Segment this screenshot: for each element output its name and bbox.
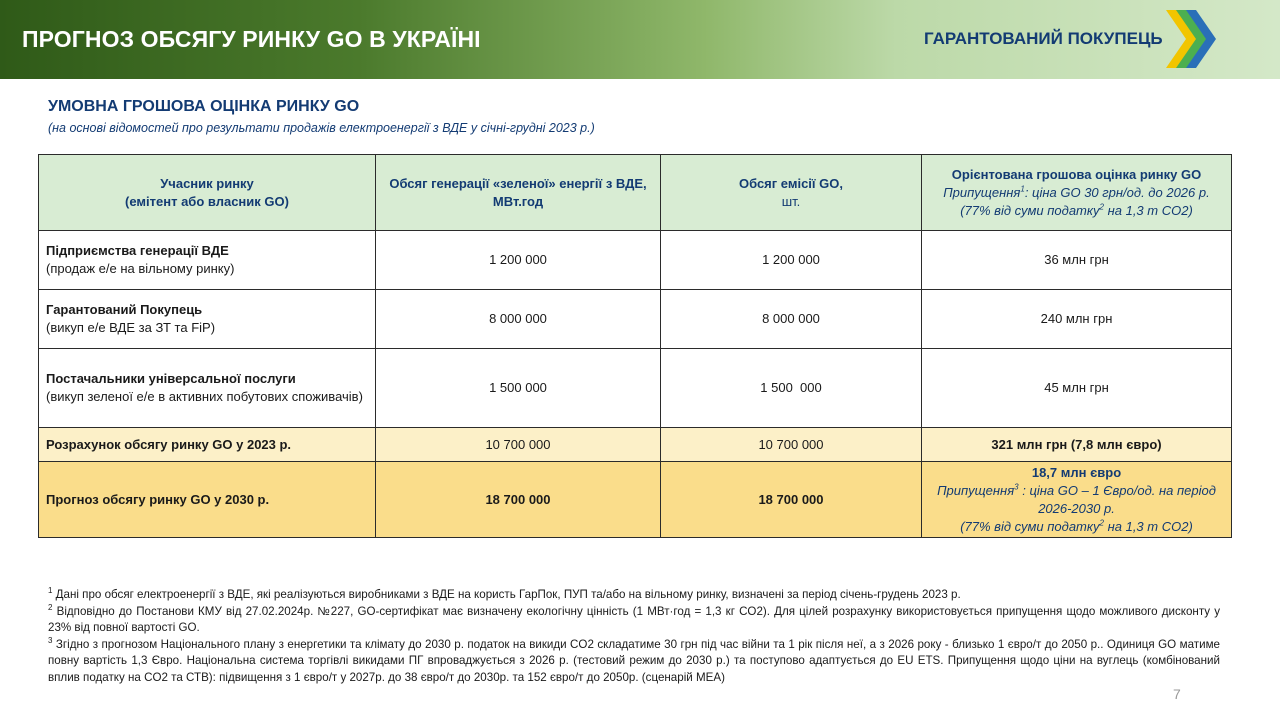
total-2023-generation: 10 700 000 xyxy=(376,428,661,462)
forecast-tax-text: (77% від суми податку xyxy=(960,518,1100,534)
forecast-assumption-text: : ціна GO – 1 Євро/од. на період 2026-2030 р. xyxy=(1018,482,1216,516)
header-generation-text: Обсяг генерації «зеленої» енергії з ВДЕ, МВт.год xyxy=(389,175,647,209)
header-generation xyxy=(376,155,661,231)
header-valuation-line2 xyxy=(932,184,1221,202)
header-valuation xyxy=(922,155,1232,231)
section-subtitle: (на основі відомостей про результати продажів електроенергії з ВДЕ у січні-грудні 2023 р.) xyxy=(48,121,595,135)
participant-desc: (викуп е/е ВДЕ за ЗТ та FiP) xyxy=(46,320,216,335)
table-row xyxy=(39,231,1232,290)
value-cell: 36 млн грн xyxy=(922,231,1232,290)
header-valuation-line3 xyxy=(932,202,1221,220)
header-participant-line2: (емітент або власник GO) xyxy=(125,193,289,209)
participant-name: Постачальники універсальної послуги xyxy=(46,371,296,386)
section-title: УМОВНА ГРОШОВА ОЦІНКА РИНКУ GO xyxy=(48,98,360,115)
footnote-text: Дані про обсяг електроенергії з ВДЕ, які реалізуються виробниками з ВДЕ на користь ГарПок, ПУП та/або на вільному ринку, визначені за період січень-грудень 2023 р. xyxy=(52,588,961,601)
value-cell: 240 млн грн xyxy=(922,290,1232,349)
footnote-number: 2 xyxy=(48,602,53,612)
total-2023-value: 321 млн грн (7,8 млн євро) xyxy=(922,428,1232,462)
total-2023-emission: 10 700 000 xyxy=(661,428,922,462)
footnote-number: 1 xyxy=(48,586,53,596)
forecast-2030-generation: 18 700 000 xyxy=(376,462,661,538)
total-2023-label: Розрахунок обсягу ринку GO у 2023 р. xyxy=(39,428,376,462)
forecast-2030-value-title: 18,7 млн євро xyxy=(1031,464,1122,480)
footnote-ref: 3 xyxy=(1014,482,1019,492)
footnote-2 xyxy=(48,604,1220,637)
forecast-2030-label: Прогноз обсягу ринку GO у 2030 р. xyxy=(39,462,376,538)
footnote-text: Згідно з прогнозом Національного плану з енергетики та клімату до 2030 р. податок на викиди CO2 складатиме 30 грн під час війни та 1 рік після неї, а з 2026 року - близько 1 євро/т до 2050 р.. Одиниця GO матиме повну вартість 1,3 Євро. Національна система торгівлі викидами ПГ впроваджується з 2026 р. (тестовий режим до 2030 р.) та поступово адаптується до EU ETS. Припущення щодо ціни на вуглець (комбінований вплив податку на CO2 та СТВ): підвищення з 1 євро/т у 2027р. до 38 євро/т до 2030р. та 152 євро/т до 2050р. (сценарій МЕА) xyxy=(48,637,1220,684)
footnote-ref: 1 xyxy=(1020,184,1025,194)
forecast-assumption-label: Припущення xyxy=(937,482,1015,498)
participant-desc: (викуп зеленої е/е в активних побутових споживачів) xyxy=(46,389,363,404)
participant-cell xyxy=(39,349,376,428)
footnote-3 xyxy=(48,637,1220,687)
footnote-ref: 2 xyxy=(1099,518,1104,528)
generation-cell: 1 500 000 xyxy=(376,349,661,428)
chevron-logo-icon xyxy=(1164,8,1218,70)
forecast-2030-assumption xyxy=(930,482,1223,518)
header-emission-line1: Обсяг емісії GO, xyxy=(738,175,844,191)
table-row xyxy=(39,349,1232,428)
market-table xyxy=(38,154,1232,538)
participant-cell xyxy=(39,290,376,349)
forecast-2030-tax-note xyxy=(930,518,1223,536)
footnote-1 xyxy=(48,587,1220,604)
footnote-ref: 2 xyxy=(1099,202,1104,212)
header-valuation-tax: (77% від суми податку xyxy=(960,202,1100,218)
table-header-row xyxy=(39,155,1232,231)
header-participant-line1: Учасник ринку xyxy=(160,175,254,191)
header-participant xyxy=(39,155,376,231)
header-valuation-assumption: Припущення xyxy=(943,184,1021,200)
table-row xyxy=(39,290,1232,349)
generation-cell: 1 200 000 xyxy=(376,231,661,290)
participant-cell xyxy=(39,231,376,290)
forecast-co2-text: на 1,3 т CO2) xyxy=(1103,518,1193,534)
emission-cell: 8 000 000 xyxy=(661,290,922,349)
page-number: 7 xyxy=(1173,686,1181,701)
header-valuation-co2: на 1,3 т CO2) xyxy=(1103,202,1193,218)
forecast-2030-row xyxy=(39,462,1232,538)
header-valuation-line1: Орієнтована грошова оцінка ринку GO xyxy=(951,166,1202,182)
total-2023-row xyxy=(39,428,1232,462)
forecast-2030-emission: 18 700 000 xyxy=(661,462,922,538)
emission-cell: 1 500 000 xyxy=(661,349,922,428)
header-emission-line2: шт. xyxy=(781,193,801,209)
value-cell: 45 млн грн xyxy=(922,349,1232,428)
footnote-text: Відповідно до Постанови КМУ від 27.02.2024р. №227, GO-сертифікат має визначену екологічну цінність (1 МВт·год = 1,3 кг CO2). Для цілей розрахунку використовується припущення щодо можливого дисконту у 23% від повної вартості GO. xyxy=(48,604,1220,634)
participant-desc: (продаж е/е на вільному ринку) xyxy=(46,261,235,276)
brand-name: ГАРАНТОВАНИЙ ПОКУПЕЦЬ xyxy=(924,29,1163,48)
participant-name: Підприємства генерації ВДЕ xyxy=(46,243,229,258)
emission-cell: 1 200 000 xyxy=(661,231,922,290)
forecast-2030-value xyxy=(922,462,1232,538)
header-emission xyxy=(661,155,922,231)
footnotes xyxy=(48,587,1220,686)
header-bar xyxy=(0,0,1280,79)
footnote-number: 3 xyxy=(48,635,53,645)
page-title: ПРОГНОЗ ОБСЯГУ РИНКУ GO В УКРАЇНІ xyxy=(22,26,481,52)
participant-name: Гарантований Покупець xyxy=(46,302,203,317)
generation-cell: 8 000 000 xyxy=(376,290,661,349)
header-valuation-price: : ціна GO 30 грн/од. до 2026 р. xyxy=(1024,184,1210,200)
